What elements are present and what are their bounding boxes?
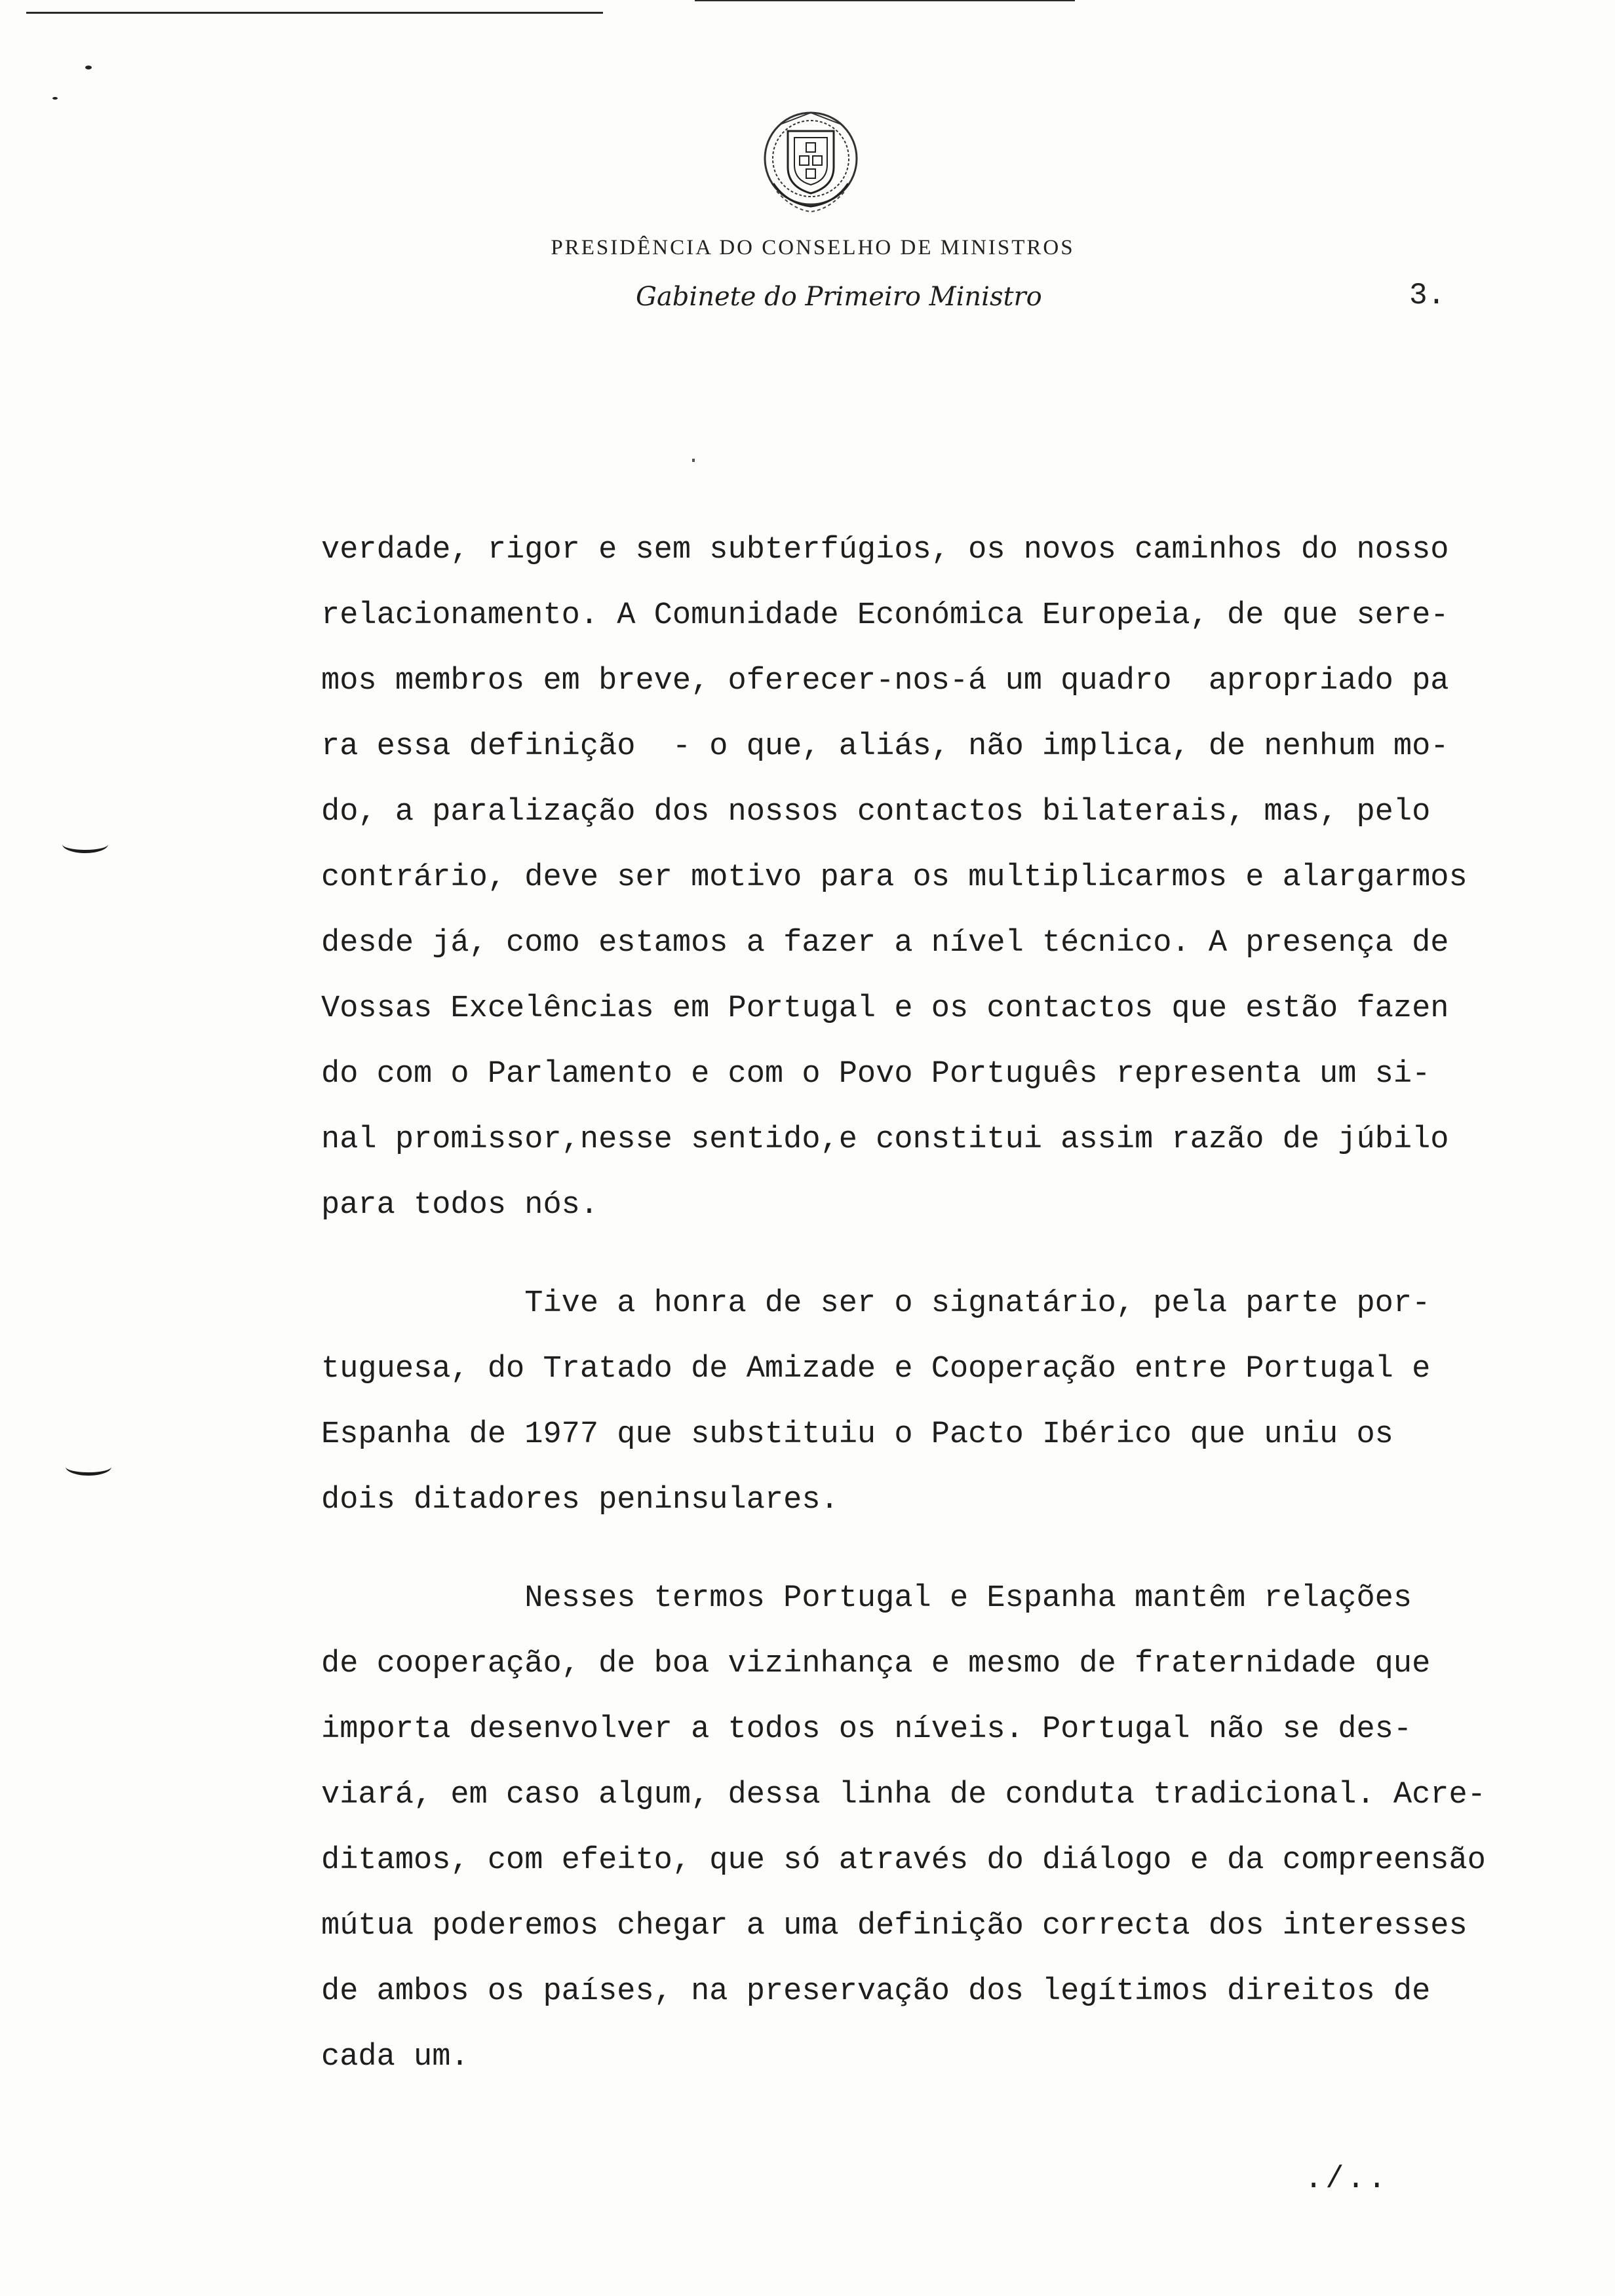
text-line: tuguesa, do Tratado de Amizade e Cooperação entre Portugal e [321, 1352, 1431, 1387]
text-line: ra essa definição - o que, aliás, não implica, de nenhum mo- [321, 729, 1449, 764]
text-line: nal promissor,nesse sentido,e constitui assim razão de júbilo [321, 1122, 1449, 1157]
text-line: ditamos, com efeito, que só através do diálogo e da compreensão [321, 1843, 1486, 1878]
text-line: de ambos os países, na preservação dos legítimos direitos de [321, 1974, 1431, 2009]
text-line: cada um. [321, 2040, 469, 2075]
text-line: mútua poderemos chegar a uma definição correcta dos interesses [321, 1909, 1468, 1943]
coat-of-arms-emblem [754, 105, 868, 220]
text-line: dois ditadores peninsulares. [321, 1483, 839, 1518]
text-line: mos membros em breve, oferecer-nos-á um quadro apropriado pa [321, 664, 1449, 698]
scan-edge-line [695, 0, 1075, 1]
scan-speck [52, 97, 58, 100]
text-line: verdade, rigor e sem subterfúgios, os novos caminhos do nosso [321, 533, 1449, 567]
continuation-mark: ./.. [1304, 2162, 1389, 2197]
letterhead-title: PRESIDÊNCIA DO CONSELHO DE MINISTROS [551, 236, 1075, 259]
paragraph-3 [321, 1566, 1553, 2090]
text-line: de cooperação, de boa vizinhança e mesmo de fraternidade que [321, 1647, 1431, 1681]
text-line: desde já, como estamos a fazer a nível técnico. A presença de [321, 926, 1449, 961]
punch-hole-mark [62, 835, 108, 853]
page-number: 3. [1409, 278, 1446, 313]
text-line: Tive a honra de ser o signatário, pela parte por- [321, 1286, 1431, 1321]
paragraph-2 [321, 1271, 1553, 1533]
scan-edge-line [26, 12, 603, 14]
punch-hole-mark [66, 1458, 111, 1476]
text-line: contrário, deve ser motivo para os multiplicarmos e alargarmos [321, 860, 1468, 895]
paragraph-1 [321, 518, 1553, 1238]
text-line: Vossas Excelências em Portugal e os contactos que estão fazen [321, 991, 1449, 1026]
text-line: relacionamento. A Comunidade Económica Europeia, de que sere- [321, 598, 1449, 633]
text-line: viará, em caso algum, dessa linha de conduta tradicional. Acre- [321, 1778, 1486, 1812]
text-line: importa desenvolver a todos os níveis. Portugal não se des- [321, 1712, 1412, 1747]
text-line: para todos nós. [321, 1188, 599, 1223]
text-line: Nesses termos Portugal e Espanha mantêm relações [321, 1581, 1412, 1616]
scan-speck [85, 66, 92, 69]
text-line: do com o Parlamento e com o Povo Português representa um si- [321, 1057, 1431, 1092]
stray-mark [692, 459, 695, 462]
svg-text:Gabinete do Primeiro Ministro: Gabinete do Primeiro Ministro [636, 282, 1042, 312]
letterhead-script-subtitle [629, 274, 1042, 320]
text-line: Espanha de 1977 que substituiu o Pacto Ibérico que uniu os [321, 1417, 1393, 1452]
text-line: do, a paralização dos nossos contactos bilaterais, mas, pelo [321, 795, 1431, 830]
